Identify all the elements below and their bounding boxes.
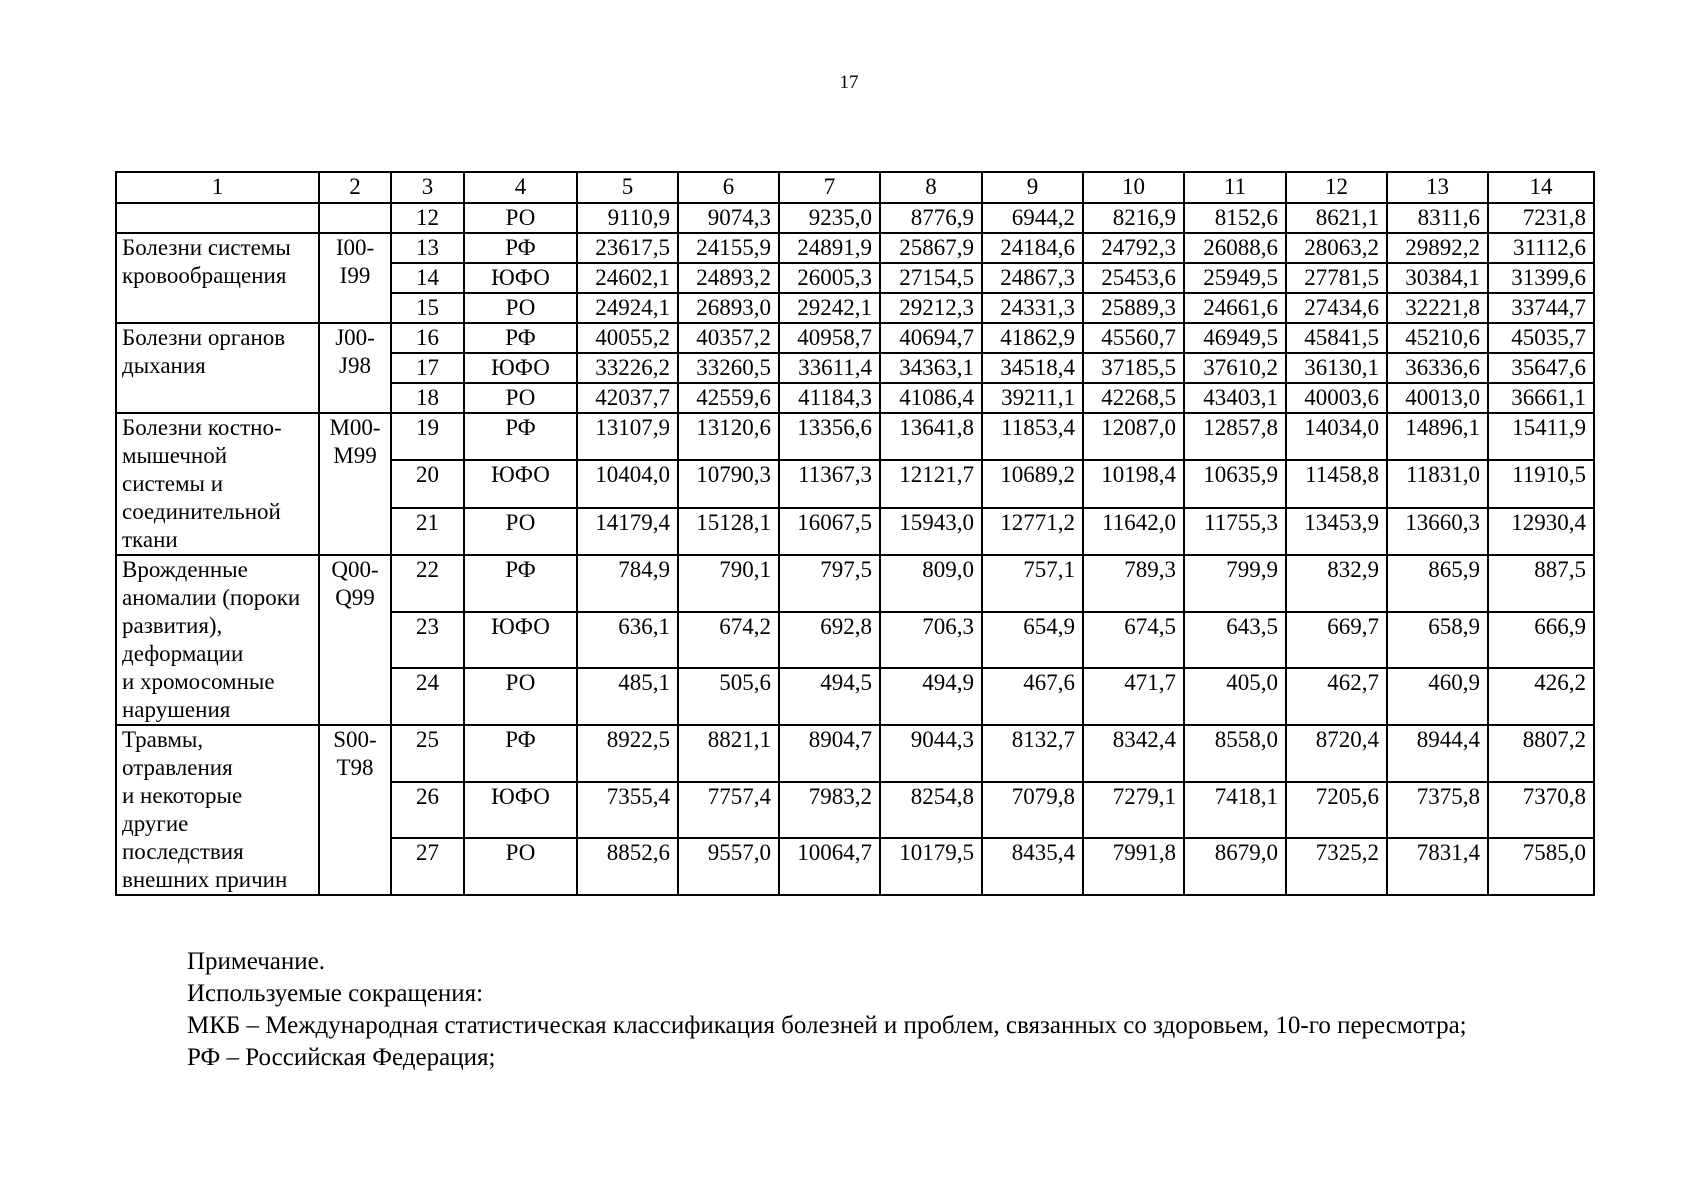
value-cell: 467,6 [982, 668, 1083, 725]
icd-code-cell [319, 413, 391, 555]
value-cell: 8342,4 [1083, 725, 1184, 782]
value-cell: 24155,9 [678, 233, 779, 263]
column-header: 5 [577, 172, 678, 203]
value-cell: 40694,7 [880, 323, 982, 353]
value-cell: 29892,2 [1387, 233, 1488, 263]
disease-name-line: Болезни системы [122, 235, 291, 260]
value-cell: 790,1 [678, 555, 779, 612]
disease-name-line: и хромосомные [122, 669, 275, 694]
value-cell: 11910,5 [1488, 460, 1594, 507]
row-number-cell: 20 [391, 460, 464, 507]
disease-name-line: деформации [122, 641, 244, 666]
value-cell: 8720,4 [1286, 725, 1387, 782]
page-number: 17 [839, 72, 859, 93]
note-rf: РФ – Российская Федерация; [187, 1044, 496, 1071]
icd-code-line: Q00- [331, 557, 379, 582]
row-number-cell: 18 [391, 383, 464, 413]
value-cell: 16067,5 [779, 508, 880, 555]
value-cell: 789,3 [1083, 555, 1184, 612]
value-cell: 10790,3 [678, 460, 779, 507]
value-cell: 13660,3 [1387, 508, 1488, 555]
value-cell: 25889,3 [1083, 293, 1184, 323]
value-cell: 40003,6 [1286, 383, 1387, 413]
disease-name-line: отравления [122, 755, 233, 780]
value-cell: 32221,8 [1387, 293, 1488, 323]
disease-name-cell [116, 323, 319, 413]
value-cell: 674,2 [678, 612, 779, 669]
value-cell: 7231,8 [1488, 203, 1594, 233]
value-cell: 39211,1 [982, 383, 1083, 413]
value-cell: 41184,3 [779, 383, 880, 413]
value-cell: 8807,2 [1488, 725, 1594, 782]
value-cell: 45210,6 [1387, 323, 1488, 353]
column-header: 11 [1184, 172, 1286, 203]
value-cell: 7325,2 [1286, 838, 1387, 895]
value-cell: 11831,0 [1387, 460, 1488, 507]
column-header: 14 [1488, 172, 1594, 203]
row-number-cell: 27 [391, 838, 464, 895]
disease-name-line: ткани [122, 527, 178, 552]
value-cell: 865,9 [1387, 555, 1488, 612]
row-number-cell: 12 [391, 203, 464, 233]
column-header: 9 [982, 172, 1083, 203]
value-cell: 37185,5 [1083, 353, 1184, 383]
value-cell: 8558,0 [1184, 725, 1286, 782]
value-cell: 797,5 [779, 555, 880, 612]
disease-name-line: дыхания [122, 353, 206, 378]
value-cell: 494,9 [880, 668, 982, 725]
disease-name-line: внешних причин [122, 867, 288, 892]
column-header: 1 [116, 172, 319, 203]
value-cell: 8216,9 [1083, 203, 1184, 233]
disease-name-line: последствия [122, 839, 244, 864]
value-cell: 14034,0 [1286, 413, 1387, 460]
icd-code-cell [319, 233, 391, 323]
column-header: 6 [678, 172, 779, 203]
disease-name-line: и некоторые [122, 783, 243, 808]
value-cell: 757,1 [982, 555, 1083, 612]
value-cell: 7757,4 [678, 782, 779, 839]
value-cell: 8152,6 [1184, 203, 1286, 233]
value-cell: 8621,1 [1286, 203, 1387, 233]
icd-code-cell [319, 555, 391, 725]
value-cell: 30384,1 [1387, 263, 1488, 293]
value-cell: 31399,6 [1488, 263, 1594, 293]
value-cell: 10635,9 [1184, 460, 1286, 507]
value-cell: 41086,4 [880, 383, 982, 413]
disease-name-line: Болезни органов [122, 325, 286, 350]
icd-code-cell [319, 203, 391, 233]
value-cell: 706,3 [880, 612, 982, 669]
value-cell: 12771,2 [982, 508, 1083, 555]
value-cell: 669,7 [1286, 612, 1387, 669]
disease-name-cell [116, 555, 319, 725]
value-cell: 8311,6 [1387, 203, 1488, 233]
disease-name-cell [116, 413, 319, 555]
notes-title: Примечание. [187, 948, 326, 975]
disease-name-line: Врожденные [122, 557, 248, 582]
value-cell: 460,9 [1387, 668, 1488, 725]
value-cell: 11367,3 [779, 460, 880, 507]
value-cell: 692,8 [779, 612, 880, 669]
row-number-cell: 15 [391, 293, 464, 323]
icd-code-line: M00- [329, 415, 381, 440]
value-cell: 27781,5 [1286, 263, 1387, 293]
value-cell: 7355,4 [577, 782, 678, 839]
value-cell: 10198,4 [1083, 460, 1184, 507]
value-cell: 24867,3 [982, 263, 1083, 293]
column-header: 8 [880, 172, 982, 203]
disease-name-line: Травмы, [122, 727, 204, 752]
value-cell: 10179,5 [880, 838, 982, 895]
region-cell: РО [464, 293, 577, 323]
value-cell: 471,7 [1083, 668, 1184, 725]
value-cell: 10064,7 [779, 838, 880, 895]
value-cell: 8254,8 [880, 782, 982, 839]
disease-name-cell [116, 203, 319, 233]
value-cell: 666,9 [1488, 612, 1594, 669]
value-cell: 36130,1 [1286, 353, 1387, 383]
value-cell: 8435,4 [982, 838, 1083, 895]
value-cell: 11458,8 [1286, 460, 1387, 507]
value-cell: 8904,7 [779, 725, 880, 782]
region-cell: ЮФО [464, 353, 577, 383]
value-cell: 24331,3 [982, 293, 1083, 323]
value-cell: 426,2 [1488, 668, 1594, 725]
table-row [116, 725, 1594, 782]
value-cell: 27154,5 [880, 263, 982, 293]
disease-name-line: развития), [122, 613, 223, 638]
region-cell: РФ [464, 555, 577, 612]
value-cell: 15411,9 [1488, 413, 1594, 460]
region-cell: РО [464, 508, 577, 555]
value-cell: 654,9 [982, 612, 1083, 669]
value-cell: 7375,8 [1387, 782, 1488, 839]
value-cell: 7279,1 [1083, 782, 1184, 839]
value-cell: 809,0 [880, 555, 982, 612]
region-cell: РФ [464, 323, 577, 353]
region-cell: РО [464, 668, 577, 725]
value-cell: 8852,6 [577, 838, 678, 895]
row-number-cell: 19 [391, 413, 464, 460]
value-cell: 7079,8 [982, 782, 1083, 839]
value-cell: 31112,6 [1488, 233, 1594, 263]
value-cell: 13107,9 [577, 413, 678, 460]
value-cell: 10404,0 [577, 460, 678, 507]
value-cell: 11853,4 [982, 413, 1083, 460]
value-cell: 25949,5 [1184, 263, 1286, 293]
value-cell: 26893,0 [678, 293, 779, 323]
value-cell: 28063,2 [1286, 233, 1387, 263]
column-header: 7 [779, 172, 880, 203]
column-header: 3 [391, 172, 464, 203]
value-cell: 24792,3 [1083, 233, 1184, 263]
region-cell: ЮФО [464, 263, 577, 293]
header-row [116, 172, 1594, 203]
disease-name-line: соединительной [122, 499, 281, 524]
value-cell: 7585,0 [1488, 838, 1594, 895]
disease-name-line: другие [122, 811, 189, 836]
value-cell: 8821,1 [678, 725, 779, 782]
value-cell: 40055,2 [577, 323, 678, 353]
value-cell: 25453,6 [1083, 263, 1184, 293]
table-row [116, 555, 1594, 612]
value-cell: 42559,6 [678, 383, 779, 413]
value-cell: 8132,7 [982, 725, 1083, 782]
value-cell: 23617,5 [577, 233, 678, 263]
column-header: 4 [464, 172, 577, 203]
value-cell: 24661,6 [1184, 293, 1286, 323]
region-cell: ЮФО [464, 612, 577, 669]
row-number-cell: 23 [391, 612, 464, 669]
row-number-cell: 16 [391, 323, 464, 353]
value-cell: 494,5 [779, 668, 880, 725]
value-cell: 12930,4 [1488, 508, 1594, 555]
region-cell: РФ [464, 233, 577, 263]
value-cell: 34518,4 [982, 353, 1083, 383]
icd-code-line: Q99 [335, 585, 375, 610]
row-number-cell: 21 [391, 508, 464, 555]
value-cell: 24924,1 [577, 293, 678, 323]
disease-name-line: аномалии (пороки [122, 585, 301, 610]
icd-code-line: I99 [339, 263, 371, 288]
value-cell: 37610,2 [1184, 353, 1286, 383]
value-cell: 26005,3 [779, 263, 880, 293]
disease-name-cell [116, 725, 319, 895]
value-cell: 45035,7 [1488, 323, 1594, 353]
column-header: 2 [319, 172, 391, 203]
value-cell: 14896,1 [1387, 413, 1488, 460]
value-cell: 9557,0 [678, 838, 779, 895]
value-cell: 24893,2 [678, 263, 779, 293]
value-cell: 9110,9 [577, 203, 678, 233]
column-header: 12 [1286, 172, 1387, 203]
value-cell: 33260,5 [678, 353, 779, 383]
disease-name-line: Болезни костно- [122, 415, 282, 440]
value-cell: 42037,7 [577, 383, 678, 413]
disease-name-line: мышечной [122, 443, 228, 468]
column-header: 10 [1083, 172, 1184, 203]
disease-name-line: нарушения [122, 697, 231, 722]
table-row [116, 233, 1594, 263]
value-cell: 36661,1 [1488, 383, 1594, 413]
value-cell: 658,9 [1387, 612, 1488, 669]
value-cell: 10689,2 [982, 460, 1083, 507]
value-cell: 7983,2 [779, 782, 880, 839]
row-number-cell: 22 [391, 555, 464, 612]
value-cell: 40958,7 [779, 323, 880, 353]
value-cell: 14179,4 [577, 508, 678, 555]
value-cell: 33744,7 [1488, 293, 1594, 323]
value-cell: 832,9 [1286, 555, 1387, 612]
row-number-cell: 14 [391, 263, 464, 293]
value-cell: 13453,9 [1286, 508, 1387, 555]
value-cell: 36336,6 [1387, 353, 1488, 383]
value-cell: 40357,2 [678, 323, 779, 353]
icd-code-line: M99 [333, 443, 377, 468]
value-cell: 7205,6 [1286, 782, 1387, 839]
value-cell: 505,6 [678, 668, 779, 725]
value-cell: 46949,5 [1184, 323, 1286, 353]
value-cell: 12087,0 [1083, 413, 1184, 460]
row-number-cell: 25 [391, 725, 464, 782]
value-cell: 29212,3 [880, 293, 982, 323]
icd-code-line: T98 [336, 755, 374, 780]
value-cell: 13356,6 [779, 413, 880, 460]
value-cell: 12857,8 [1184, 413, 1286, 460]
region-cell: ЮФО [464, 460, 577, 507]
value-cell: 13641,8 [880, 413, 982, 460]
row-number-cell: 26 [391, 782, 464, 839]
value-cell: 24891,9 [779, 233, 880, 263]
statistics-table [115, 171, 1595, 896]
column-header: 13 [1387, 172, 1488, 203]
icd-code-cell [319, 323, 391, 413]
table-row [116, 413, 1594, 460]
value-cell: 7831,4 [1387, 838, 1488, 895]
value-cell: 674,5 [1083, 612, 1184, 669]
value-cell: 33611,4 [779, 353, 880, 383]
value-cell: 25867,9 [880, 233, 982, 263]
region-cell: ЮФО [464, 782, 577, 839]
value-cell: 636,1 [577, 612, 678, 669]
value-cell: 35647,6 [1488, 353, 1594, 383]
value-cell: 9235,0 [779, 203, 880, 233]
value-cell: 15943,0 [880, 508, 982, 555]
value-cell: 13120,6 [678, 413, 779, 460]
value-cell: 887,5 [1488, 555, 1594, 612]
value-cell: 12121,7 [880, 460, 982, 507]
row-number-cell: 13 [391, 233, 464, 263]
value-cell: 7370,8 [1488, 782, 1594, 839]
value-cell: 29242,1 [779, 293, 880, 323]
value-cell: 15128,1 [678, 508, 779, 555]
value-cell: 7991,8 [1083, 838, 1184, 895]
value-cell: 24184,6 [982, 233, 1083, 263]
region-cell: РФ [464, 413, 577, 460]
icd-code-line: I00- [335, 235, 375, 260]
notes-subtitle: Используемые сокращения: [187, 980, 484, 1007]
note-mkb: МКБ – Международная статистическая классификация болезней и проблем, связанных со здоровьем, 10-го пересмотра; [187, 1012, 1467, 1039]
value-cell: 41862,9 [982, 323, 1083, 353]
value-cell: 6944,2 [982, 203, 1083, 233]
value-cell: 8679,0 [1184, 838, 1286, 895]
value-cell: 42268,5 [1083, 383, 1184, 413]
value-cell: 11755,3 [1184, 508, 1286, 555]
value-cell: 485,1 [577, 668, 678, 725]
value-cell: 799,9 [1184, 555, 1286, 612]
region-cell: РО [464, 838, 577, 895]
value-cell: 45560,7 [1083, 323, 1184, 353]
value-cell: 9044,3 [880, 725, 982, 782]
value-cell: 462,7 [1286, 668, 1387, 725]
value-cell: 11642,0 [1083, 508, 1184, 555]
value-cell: 405,0 [1184, 668, 1286, 725]
value-cell: 8922,5 [577, 725, 678, 782]
disease-name-line: кровообращения [122, 263, 287, 288]
table-row [116, 203, 1594, 233]
row-number-cell: 17 [391, 353, 464, 383]
value-cell: 27434,6 [1286, 293, 1387, 323]
icd-code-line: J00- [335, 325, 375, 350]
value-cell: 8944,4 [1387, 725, 1488, 782]
value-cell: 43403,1 [1184, 383, 1286, 413]
icd-code-line: J98 [339, 353, 371, 378]
value-cell: 24602,1 [577, 263, 678, 293]
value-cell: 45841,5 [1286, 323, 1387, 353]
value-cell: 7418,1 [1184, 782, 1286, 839]
value-cell: 643,5 [1184, 612, 1286, 669]
value-cell: 9074,3 [678, 203, 779, 233]
region-cell: РО [464, 383, 577, 413]
value-cell: 26088,6 [1184, 233, 1286, 263]
icd-code-cell [319, 725, 391, 895]
value-cell: 34363,1 [880, 353, 982, 383]
value-cell: 33226,2 [577, 353, 678, 383]
disease-name-cell [116, 233, 319, 323]
icd-code-line: S00- [333, 727, 377, 752]
table-row [116, 323, 1594, 353]
region-cell: РФ [464, 725, 577, 782]
disease-name-line: системы и [122, 471, 224, 496]
value-cell: 784,9 [577, 555, 678, 612]
row-number-cell: 24 [391, 668, 464, 725]
value-cell: 40013,0 [1387, 383, 1488, 413]
notes-section [115, 946, 1593, 1074]
region-cell: РО [464, 203, 577, 233]
value-cell: 8776,9 [880, 203, 982, 233]
